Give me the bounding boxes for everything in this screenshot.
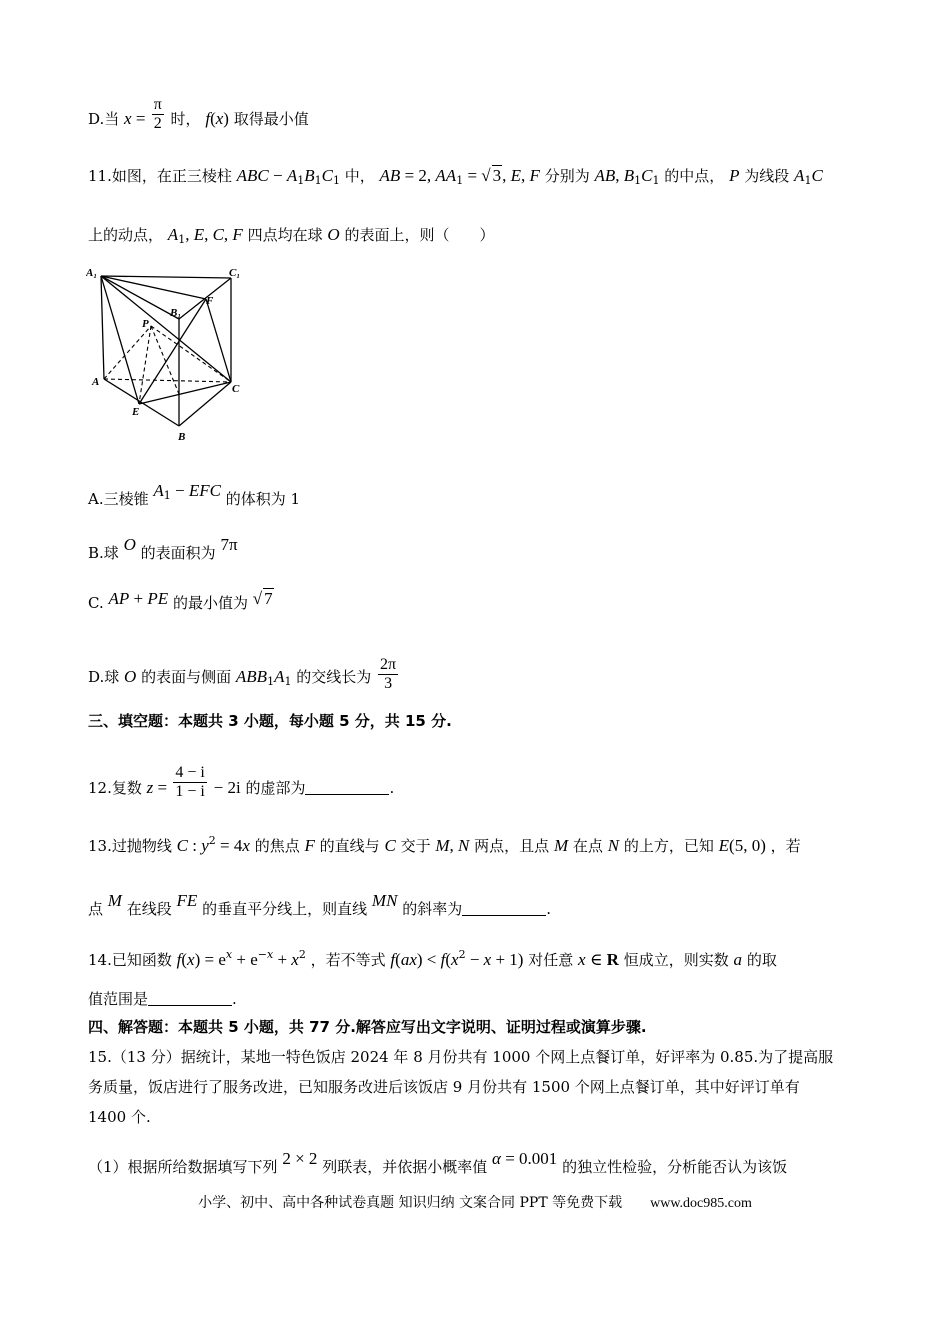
text: 的上方，已知	[623, 837, 714, 855]
text: 的虚部为	[245, 779, 306, 797]
text: D.球	[88, 668, 120, 686]
math: C	[384, 836, 396, 855]
math: E	[718, 836, 730, 855]
text: .	[389, 779, 395, 797]
q12: 12.复数 z = $\frac{4 - i}{1 - i}$ − 2i 的虚部为 .	[88, 764, 395, 800]
text: D.当	[88, 110, 120, 128]
label-C: C	[232, 383, 240, 395]
text: 的表面上，则（ ）	[344, 226, 495, 244]
q14-line1: 14.已知函数 $f(x) = e^x + e^{-x} + x^2$ ，若不等式 $f(ax) < f(x^2 - x + 1)$ 对任意 x ∈ R 恒成立，则实数 a 的取	[88, 948, 777, 969]
text: 时，	[170, 110, 201, 128]
answer-blank[interactable]	[305, 780, 389, 795]
label-B: B	[178, 431, 186, 443]
label-C1: C₁	[229, 267, 241, 279]
text: 的体积为 1	[225, 490, 301, 508]
footer-text: 小学、初中、高中各种试卷真题 知识归纳 文案合同 PPT 等免费下载	[198, 1195, 623, 1211]
math: x	[215, 109, 224, 128]
math: A	[153, 481, 164, 500]
text: 的焦点	[254, 837, 300, 855]
math: a	[733, 950, 743, 969]
text: 在点	[572, 837, 603, 855]
math: A	[794, 166, 805, 185]
text: ，若	[770, 837, 801, 855]
text: A.三棱锥	[88, 490, 149, 508]
math: 7π	[220, 535, 238, 554]
math: C	[176, 836, 188, 855]
text: 分别为	[544, 167, 590, 185]
text: 中，	[344, 167, 375, 185]
label-A1: A₁	[86, 267, 98, 279]
q10-option-d	[88, 96, 309, 133]
math: =	[131, 109, 150, 128]
section-3-heading: 三、填空题：本题共 3 小题，每小题 5 分，共 15 分.	[88, 712, 452, 730]
q11-line1: 11.如图，在正三棱柱 ABC − $A_1B_1C_1$ 中， AB = 2, $AA_1$ = √ 3, E, F 分别为 AB, $B_1C_1$ 的中点， P 为线段 $A_1C$	[88, 166, 823, 187]
text: 的取	[746, 951, 777, 969]
q13-line2	[88, 890, 551, 920]
text: .	[232, 990, 237, 1008]
text: ，若不等式	[310, 951, 386, 969]
fraction: $\frac{\pi}{2}$	[153, 96, 162, 132]
q11-line2: 上的动点， $A_1$, E, C, F 四点均在球 O 的表面上，则（ ）	[88, 225, 495, 246]
fraction: $\frac{4 - i}{1 - i}$	[175, 764, 205, 800]
prism-figure	[86, 264, 256, 448]
math: 2 × 2	[282, 1149, 318, 1168]
q15-line1: 15.（13 分）据统计，某地一特色饭店 2024 年 8 月份共有 1000 个网上点餐订单，好评率为 0.85.为了提高服	[88, 1048, 834, 1066]
math: f	[176, 950, 182, 969]
text: .	[546, 900, 551, 918]
math: MN	[371, 891, 398, 910]
math: f	[390, 950, 396, 969]
math: P	[729, 166, 740, 185]
q15-line2: 务质量，饭店进行了服务改进，已知服务改进后该饭店 9 月份共有 1500 个网上点餐订单，其中好评订单有	[88, 1078, 800, 1096]
section-4-heading: 四、解答题：本题共 5 小题，共 77 分.解答应写出文字说明、证明过程或演算步骤.	[88, 1018, 647, 1036]
text: （1）根据所给数据填写下列	[88, 1158, 278, 1176]
q11-option-d: D.球 O 的表面与侧面 $ABB_1A_1$ 的交线长为 $\frac{2\pi}{3}$	[88, 656, 397, 692]
math: M	[553, 836, 569, 855]
text: C.	[88, 594, 104, 612]
math: ABC	[236, 166, 269, 185]
answer-blank[interactable]	[462, 901, 546, 916]
q15-line3: 1400 个.	[88, 1108, 151, 1126]
fraction: $\frac{2\pi}{3}$	[380, 656, 397, 692]
text: 的直线与	[319, 837, 380, 855]
math: O	[327, 225, 340, 244]
math: M	[107, 891, 122, 910]
text: 的中点，	[664, 167, 725, 185]
math: O	[124, 667, 137, 686]
text: 四点均在球	[247, 226, 323, 244]
math: x	[578, 950, 586, 969]
text: 13.过抛物线	[88, 837, 172, 855]
math: √ 7	[252, 589, 273, 608]
math: FE	[176, 891, 198, 910]
text: 列联表，并依据小概率值	[322, 1158, 488, 1176]
text: 交于	[400, 837, 431, 855]
text: 的交线长为	[296, 668, 372, 686]
q11-option-b	[88, 534, 238, 564]
math: O	[123, 535, 136, 554]
label-A: A	[92, 376, 100, 388]
math: N	[607, 836, 620, 855]
label-F: F	[206, 295, 214, 307]
q14-line2	[88, 988, 237, 1010]
math: A	[167, 225, 179, 244]
text: 上的动点，	[88, 226, 164, 244]
math: f	[205, 109, 211, 128]
text: 11.如图，在正三棱柱	[88, 167, 232, 185]
text: 的表面积为	[140, 544, 216, 562]
math: M	[435, 836, 450, 855]
math: α	[492, 1149, 501, 1168]
q15-sub1: （1）根据所给数据填写下列 2 × 2 列联表，并依据小概率值 α = 0.001 的独立性检验，分析能否认为该饭	[88, 1149, 788, 1176]
text: 的最小值为	[172, 594, 248, 612]
text: 对任意	[528, 951, 574, 969]
text: 14.已知函数	[88, 951, 172, 969]
text: 12.复数	[88, 779, 142, 797]
math: − 2i	[213, 778, 241, 797]
math: x	[124, 109, 132, 128]
label-E: E	[132, 406, 140, 418]
q11-option-c: C. AP + PE 的最小值为 √ 7	[88, 589, 273, 612]
math: AP	[108, 589, 130, 608]
text: 两点，且点	[474, 837, 550, 855]
math: z	[146, 778, 154, 797]
math: AB	[594, 166, 616, 185]
page-footer	[0, 1192, 950, 1212]
text: 值范围是	[88, 990, 149, 1008]
text: 的斜率为	[402, 900, 463, 918]
text: B.球	[88, 544, 119, 562]
text: 的独立性检验，分析能否认为该饭	[562, 1158, 788, 1176]
q11-option-a: A.三棱锥 $A^1$ − EFC 的体积为 1	[88, 481, 301, 508]
text: 在线段	[126, 900, 172, 918]
answer-blank[interactable]	[148, 991, 232, 1006]
text: 的垂直平分线上，则直线	[202, 900, 368, 918]
math: AB	[379, 166, 401, 185]
text: 取得最小值	[233, 110, 309, 128]
math: )	[223, 109, 229, 128]
math: ABB	[235, 667, 268, 686]
math: (	[210, 109, 216, 128]
text: 的表面与侧面	[141, 668, 232, 686]
q13-line1: 13.过抛物线 C : $y^2 = 4x$ 的焦点 F 的直线与 C 交于 M, N 两点，且点 M 在点 N 的上方，已知 E(5, 0) ，若	[88, 834, 801, 855]
text: 恒成立，则实数	[623, 951, 729, 969]
math: F	[304, 836, 315, 855]
text: 点	[88, 900, 104, 918]
text: 为线段	[744, 167, 790, 185]
label-P: P	[142, 318, 149, 330]
footer-url[interactable]: www.doc985.com	[650, 1196, 752, 1211]
label-B1: B₁	[170, 307, 182, 319]
